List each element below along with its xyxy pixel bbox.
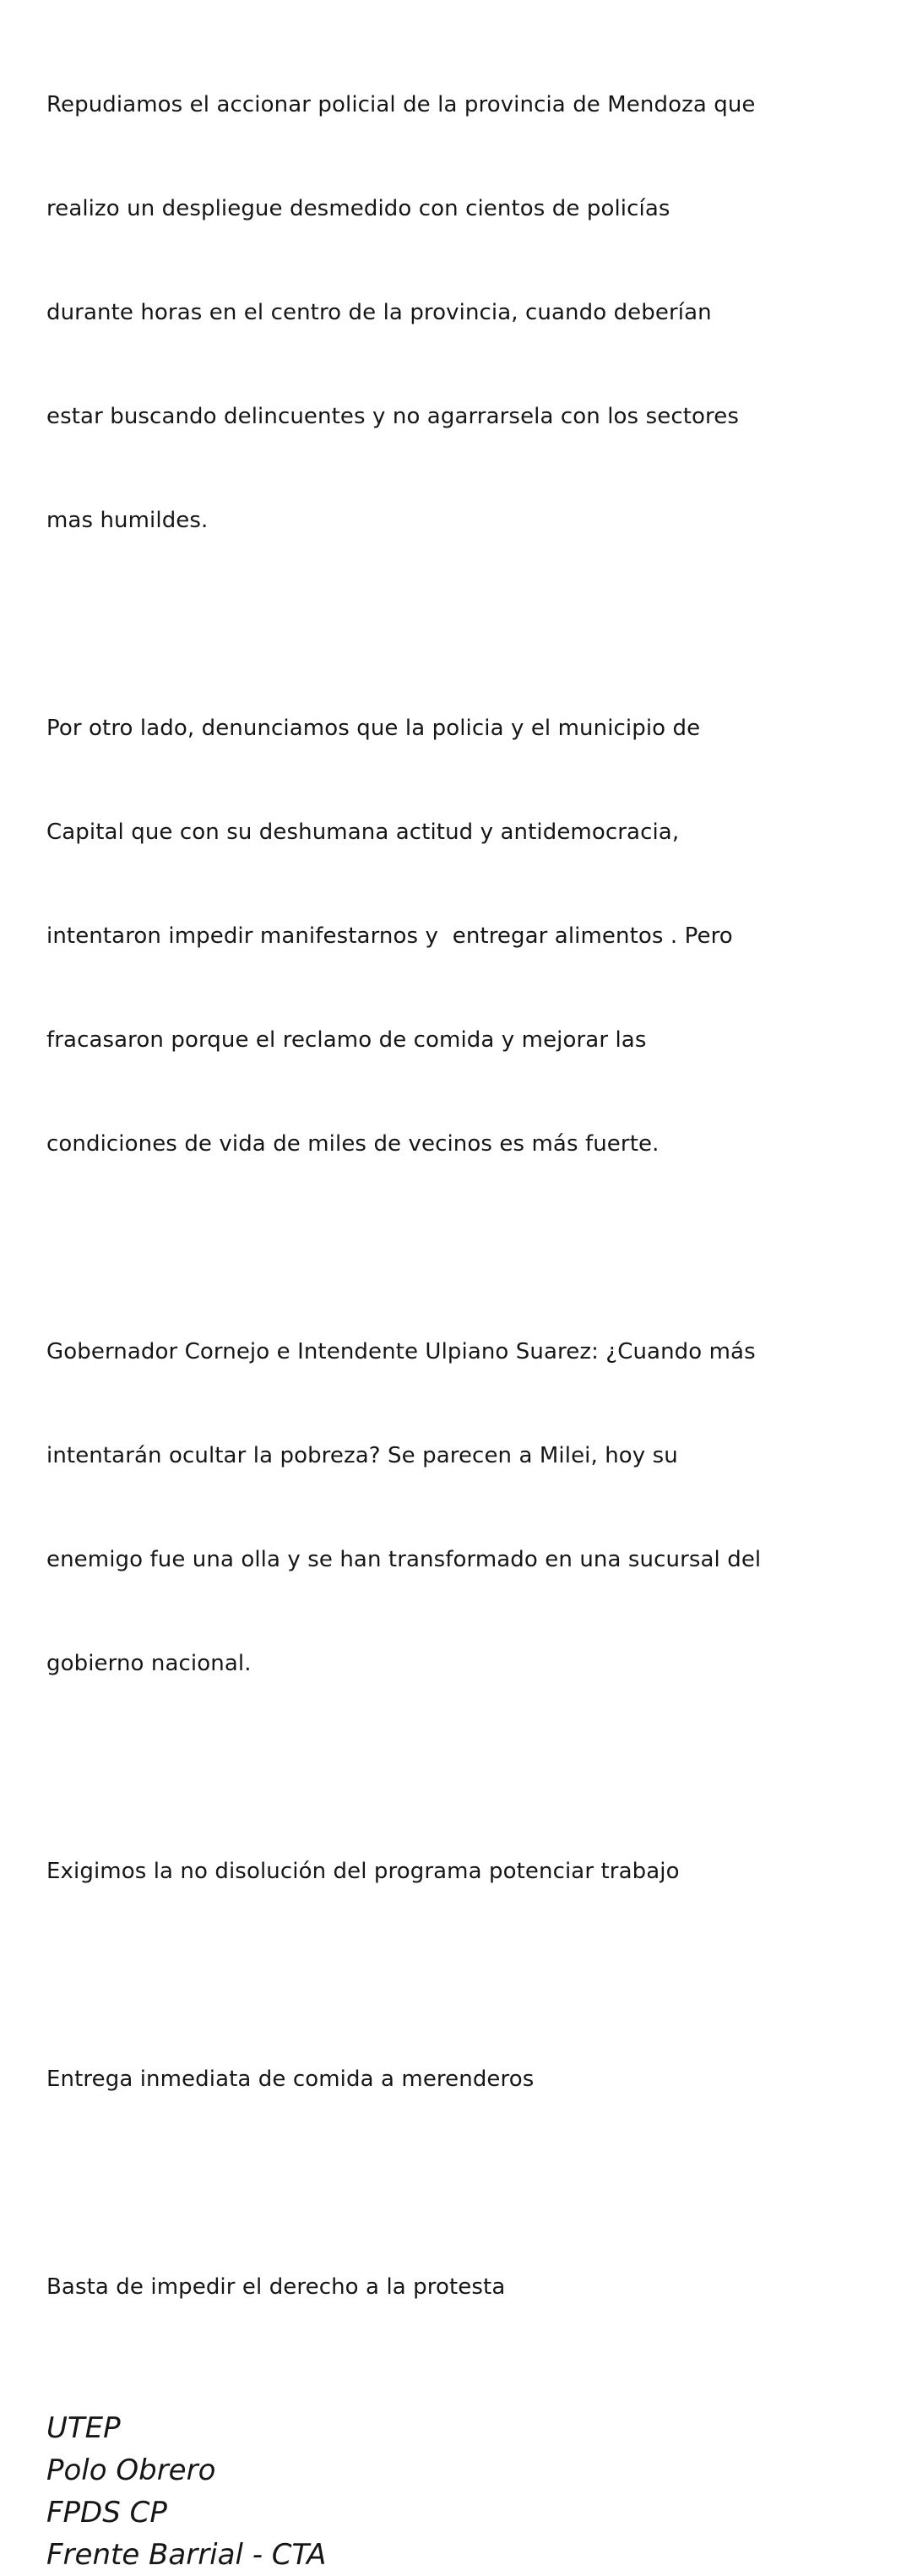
text-line: mas humildes.: [46, 508, 209, 533]
text-line: Capital que con su deshumana actitud y antidemocracia,: [46, 820, 680, 845]
text-line: Basta de impedir el derecho a la protesta: [46, 2274, 506, 2300]
signatory-utep: UTEP: [46, 2411, 121, 2445]
text-line: condiciones de vida de miles de vecinos es más fuerte.: [46, 1131, 660, 1157]
signatory-fpds-cp: FPDS CP: [46, 2496, 167, 2530]
text-line: gobierno nacional.: [46, 1651, 252, 1676]
text-line: realizo un despliegue desmedido con cientos de policías: [46, 196, 670, 221]
text-line: intentarán ocultar la pobreza? Se parecen a Milei, hoy su: [46, 1443, 678, 1468]
text-line: Repudiamos el accionar policial de la provincia de Mendoza que: [46, 92, 756, 117]
text-line: durante horas en el centro de la provincia, cuando deberían: [46, 300, 712, 325]
signatories-list: [46, 2407, 891, 2576]
text-line: Entrega inmediata de comida a merenderos: [46, 2067, 535, 2092]
demand-potenciar-trabajo: [46, 1785, 891, 1958]
text-line: intentaron impedir manifestarnos y entregar alimentos . Pero: [46, 923, 733, 949]
paragraph-repudio: [46, 19, 891, 607]
text-line: Exigimos la no disolución del programa potenciar trabajo: [46, 1859, 680, 1884]
text-line: Por otro lado, denunciamos que la policia y el municipio de: [46, 716, 701, 741]
demand-derecho-protesta: [46, 2201, 891, 2374]
text-line: enemigo fue una olla y se han transformado en una sucursal del: [46, 1547, 762, 1572]
text-line: Gobernador Cornejo e Intendente Ulpiano Suarez: ¿Cuando más: [46, 1339, 756, 1364]
signatory-frente-barrial-cta: Frente Barrial - CTA: [46, 2538, 327, 2572]
paragraph-gobernador: [46, 1266, 891, 1751]
text-line: estar buscando delincuentes y no agarrarsela con los sectores: [46, 404, 739, 429]
text-line: fracasaron porque el reclamo de comida y mejorar las: [46, 1027, 647, 1053]
demand-comida-merenderos: [46, 1993, 891, 2166]
signatory-polo-obrero: Polo Obrero: [46, 2453, 216, 2487]
paragraph-denuncia: [46, 642, 891, 1231]
document-body: [46, 19, 891, 2576]
